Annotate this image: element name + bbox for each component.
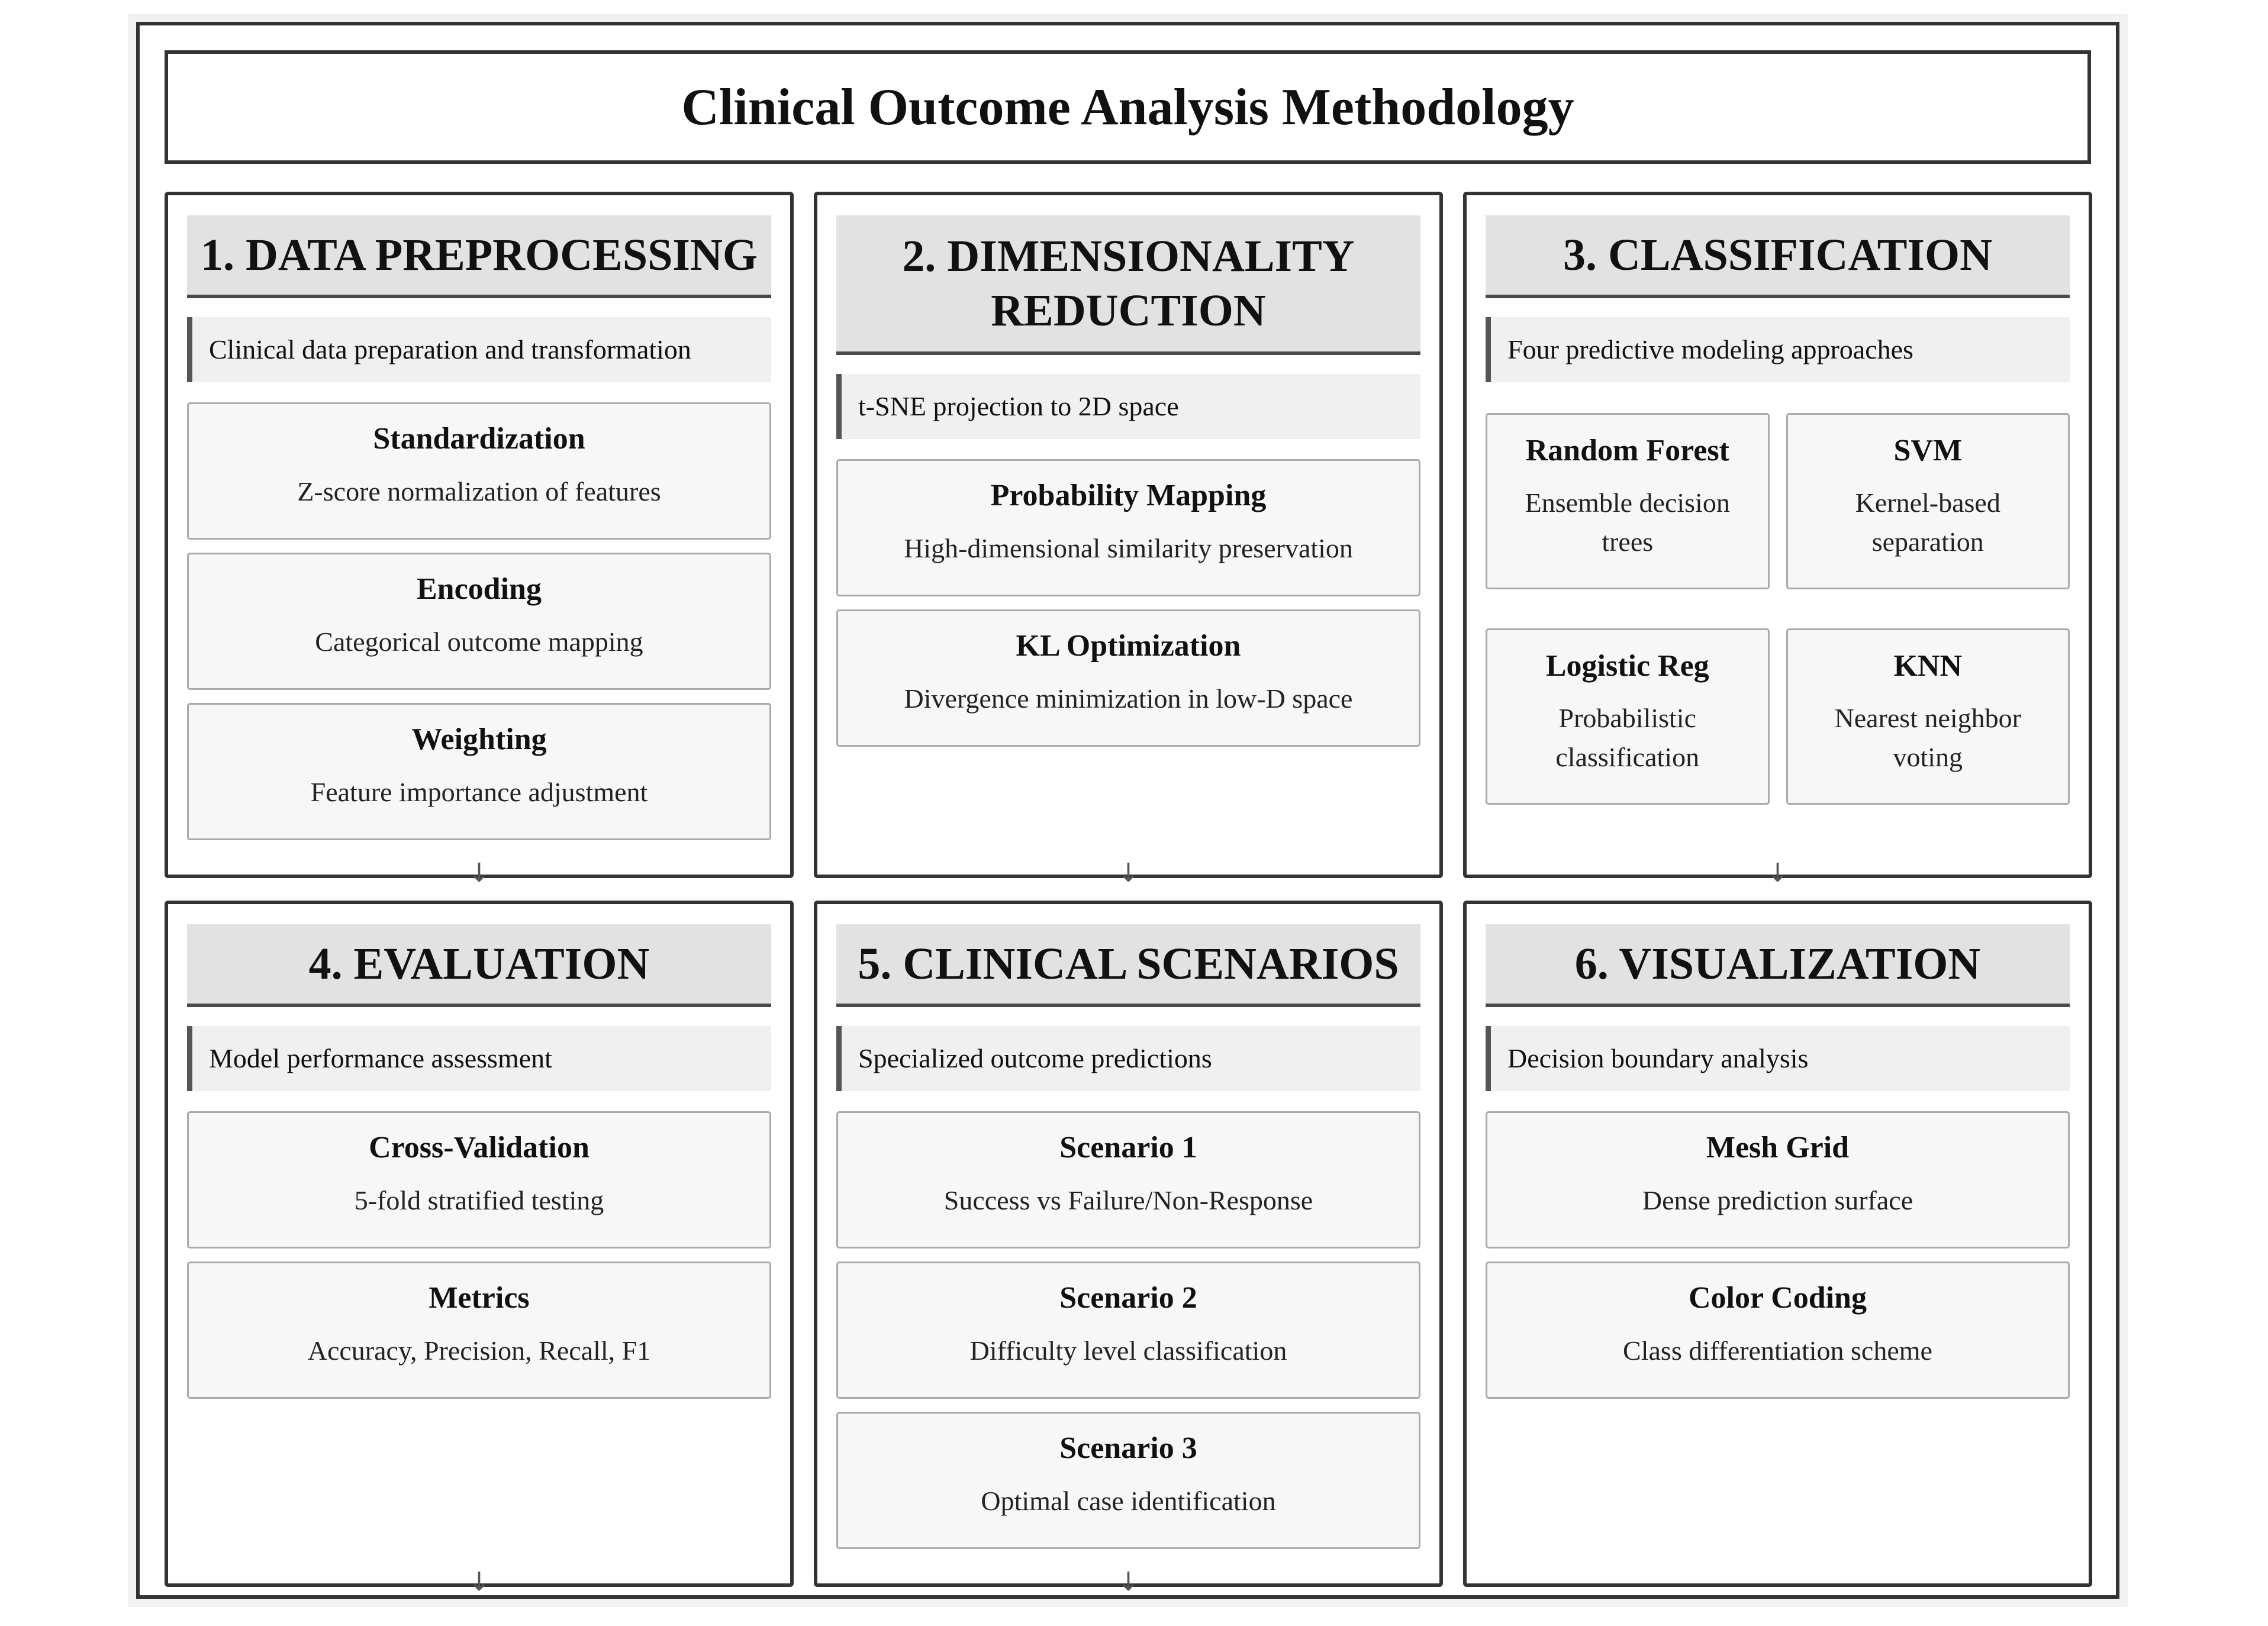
card-cross-validation xyxy=(187,1111,771,1248)
panel-header: 6. VISUALIZATION xyxy=(1486,924,2070,1007)
panel-cards-grid xyxy=(1486,413,2070,805)
card-title: KNN xyxy=(1893,649,1963,683)
panel-data-preprocessing xyxy=(165,192,794,888)
card-description: Probabilistic classification xyxy=(1555,703,1700,772)
card-weighting xyxy=(187,703,771,840)
down-arrow-icon: ↓ xyxy=(1767,858,1789,888)
card-title: Random Forest xyxy=(1525,434,1729,467)
card-title: Mesh Grid xyxy=(1706,1131,1850,1164)
down-arrow-icon: ↓ xyxy=(468,858,490,888)
panel-header: 4. EVALUATION xyxy=(187,924,771,1007)
title-box xyxy=(165,50,2091,164)
card-description: Kernel-based separation xyxy=(1855,488,2000,557)
panel-description: Clinical data preparation and transformation xyxy=(187,317,771,382)
card-description: Divergence minimization in low-D space xyxy=(904,683,1353,714)
card-description: Feature importance adjustment xyxy=(310,777,648,807)
card-description: Class differentiation scheme xyxy=(1623,1335,1932,1366)
card-title: Scenario 2 xyxy=(1059,1281,1197,1315)
panel-header: 3. CLASSIFICATION xyxy=(1486,215,2070,298)
panel-visualization xyxy=(1463,901,2092,1587)
card-mesh-grid xyxy=(1486,1111,2070,1248)
card-scenario-3 xyxy=(836,1412,1420,1549)
card-title: Encoding xyxy=(417,572,542,606)
panel-cards xyxy=(187,402,771,840)
panel-grid xyxy=(165,192,2093,1597)
card-title: Logistic Reg xyxy=(1545,649,1709,683)
card-description: Difficulty level classification xyxy=(969,1335,1287,1366)
panel-description: Specialized outcome predictions xyxy=(836,1026,1420,1091)
panel-header: 1. DATA PREPROCESSING xyxy=(187,215,771,298)
card-description: Accuracy, Precision, Recall, F1 xyxy=(307,1335,651,1366)
panel-description: Four predictive modeling approaches xyxy=(1486,317,2070,382)
card-title: Standardization xyxy=(373,422,585,456)
panel-description: Model performance assessment xyxy=(187,1026,771,1091)
panel-header: 2. DIMENSIONALITY REDUCTION xyxy=(836,215,1420,355)
card-description: Z-score normalization of features xyxy=(297,476,661,506)
card-kl-optimization xyxy=(836,609,1420,747)
card-color-coding xyxy=(1486,1262,2070,1399)
card-description: Nearest neighbor voting xyxy=(1834,703,2021,772)
panel-clinical-scenarios xyxy=(814,901,1443,1597)
card-title: Scenario 3 xyxy=(1059,1431,1197,1465)
panel-cards xyxy=(836,1111,1420,1549)
card-metrics xyxy=(187,1262,771,1399)
panel-dimensionality-reduction xyxy=(814,192,1443,888)
card-description: High-dimensional similarity preservation xyxy=(904,533,1353,563)
card-description: Optimal case identification xyxy=(981,1486,1276,1516)
down-arrow-icon: ↓ xyxy=(1117,858,1139,888)
card-title: Probability Mapping xyxy=(990,479,1267,512)
card-title: Scenario 1 xyxy=(1059,1131,1197,1164)
card-knn xyxy=(1786,628,2070,805)
diagram-title: Clinical Outcome Analysis Methodology xyxy=(681,78,1574,136)
card-encoding xyxy=(187,553,771,690)
card-title: Color Coding xyxy=(1689,1281,1867,1315)
panel-cards xyxy=(836,459,1420,747)
card-description: Ensemble decision trees xyxy=(1525,488,1730,557)
card-scenario-2 xyxy=(836,1262,1420,1399)
card-description: Categorical outcome mapping xyxy=(315,627,643,657)
card-random-forest xyxy=(1486,413,1770,589)
card-probability-mapping xyxy=(836,459,1420,596)
card-title: Metrics xyxy=(429,1281,530,1315)
panel-evaluation xyxy=(165,901,794,1597)
card-standardization xyxy=(187,402,771,540)
panel-cards xyxy=(1486,1111,2070,1399)
card-description: Success vs Failure/Non-Response xyxy=(943,1185,1313,1215)
panel-header: 5. CLINICAL SCENARIOS xyxy=(836,924,1420,1007)
panel-classification xyxy=(1463,192,2092,888)
card-title: Weighting xyxy=(411,722,547,756)
card-description: 5-fold stratified testing xyxy=(354,1185,604,1215)
down-arrow-icon: ↓ xyxy=(1117,1567,1139,1597)
down-arrow-icon: ↓ xyxy=(468,1567,490,1597)
card-logistic-reg xyxy=(1486,628,1770,805)
card-title: Cross-Validation xyxy=(369,1131,589,1164)
card-title: SVM xyxy=(1893,434,1963,467)
card-title: KL Optimization xyxy=(1016,629,1241,663)
card-scenario-1 xyxy=(836,1111,1420,1248)
card-svm xyxy=(1786,413,2070,589)
panel-description: t-SNE projection to 2D space xyxy=(836,374,1420,439)
card-description: Dense prediction surface xyxy=(1642,1185,1913,1215)
panel-description: Decision boundary analysis xyxy=(1486,1026,2070,1091)
methodology-diagram xyxy=(136,22,2119,1599)
panel-cards xyxy=(187,1111,771,1399)
